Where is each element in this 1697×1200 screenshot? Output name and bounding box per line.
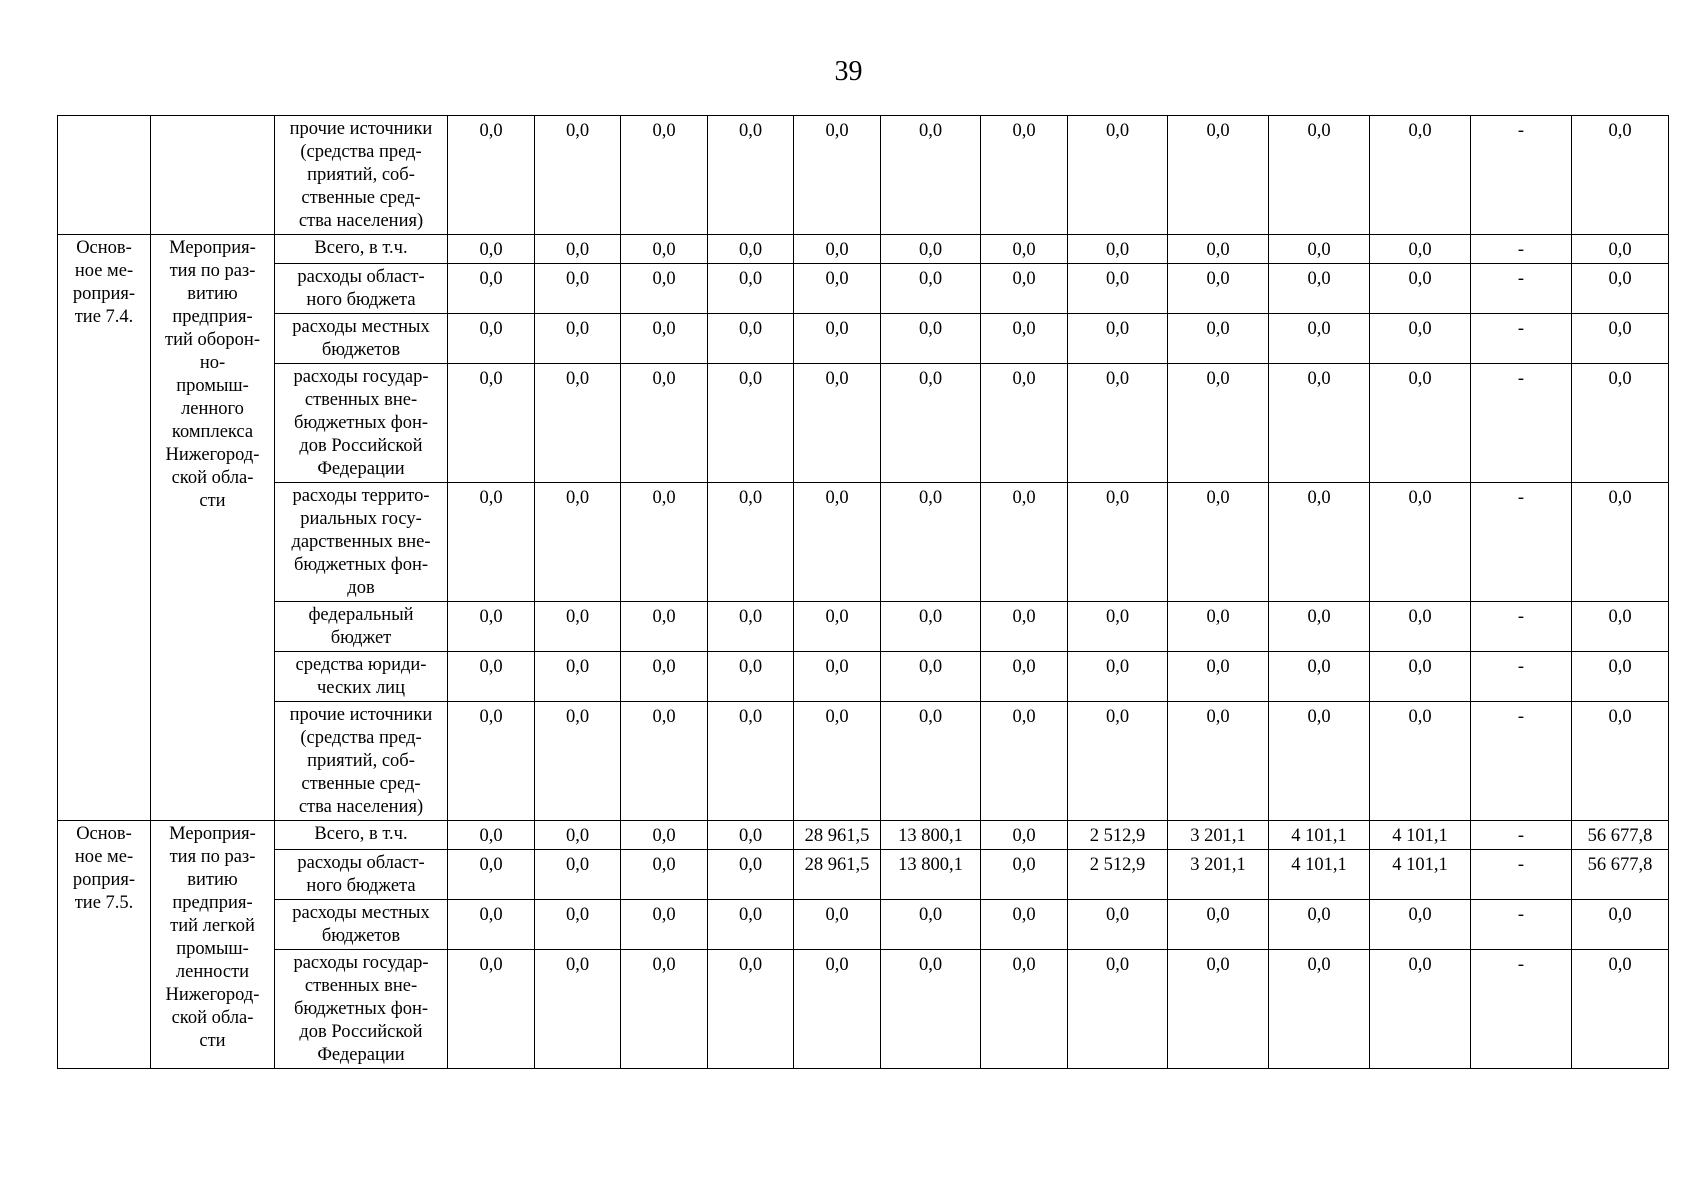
value-cell: 0,0	[1168, 602, 1269, 652]
value-cell: 0,0	[708, 602, 794, 652]
table-row	[58, 850, 1669, 900]
value-cell: 0,0	[448, 950, 535, 1069]
value-cell: 0,0	[1572, 702, 1669, 821]
value-cell: 0,0	[1572, 900, 1669, 950]
value-cell: 4 101,1	[1370, 850, 1471, 900]
value-cell: 0,0	[621, 850, 708, 900]
value-cell: 0,0	[448, 264, 535, 314]
value-cell: 0,0	[1168, 950, 1269, 1069]
value-cell: 0,0	[794, 264, 881, 314]
value-cell: 0,0	[621, 364, 708, 483]
value-cell: 0,0	[1168, 702, 1269, 821]
value-cell: 0,0	[881, 364, 981, 483]
value-cell: -	[1471, 364, 1572, 483]
value-cell: 0,0	[794, 702, 881, 821]
value-cell: 0,0	[1370, 702, 1471, 821]
value-cell: 0,0	[708, 850, 794, 900]
value-cell: -	[1471, 702, 1572, 821]
value-cell: 0,0	[1068, 702, 1168, 821]
value-cell: 0,0	[1370, 652, 1471, 702]
value-cell: 0,0	[1068, 314, 1168, 364]
funding-source-cell: расходы государ- ственных вне- бюджетных фон- дов Российской Федерации	[275, 364, 448, 483]
value-cell: 0,0	[981, 850, 1068, 900]
value-cell: 0,0	[621, 602, 708, 652]
value-cell: 0,0	[535, 314, 621, 364]
value-cell: 13 800,1	[881, 821, 981, 850]
value-cell: 0,0	[535, 264, 621, 314]
event-name-cell	[151, 116, 275, 235]
table-row	[58, 314, 1669, 364]
table-row	[58, 235, 1669, 264]
value-cell: 0,0	[1572, 364, 1669, 483]
value-cell: 0,0	[621, 950, 708, 1069]
value-cell: 0,0	[621, 235, 708, 264]
value-cell: -	[1471, 314, 1572, 364]
value-cell: 0,0	[1370, 602, 1471, 652]
value-cell: 0,0	[535, 483, 621, 602]
value-cell: 0,0	[981, 483, 1068, 602]
table-row	[58, 652, 1669, 702]
value-cell: 0,0	[621, 483, 708, 602]
value-cell: 0,0	[881, 314, 981, 364]
value-cell: 0,0	[448, 364, 535, 483]
value-cell: 0,0	[708, 652, 794, 702]
value-cell: 0,0	[1068, 602, 1168, 652]
value-cell: 0,0	[981, 652, 1068, 702]
event-cell: Основ- ное ме- роприя- тие 7.4.	[58, 235, 151, 821]
event-name-cell: Мероприя- тия по раз- витию предприя- тий оборон- но- промыш- ленного комплекса Нижегород- ской обла- сти	[151, 235, 275, 821]
value-cell: 0,0	[1572, 950, 1669, 1069]
event-name-cell: Мероприя- тия по раз- витию предприя- тий легкой промыш- ленности Нижегород- ской обла- сти	[151, 821, 275, 1069]
value-cell: 0,0	[448, 483, 535, 602]
value-cell: 0,0	[1370, 483, 1471, 602]
value-cell: 0,0	[1269, 264, 1370, 314]
value-cell: 0,0	[535, 235, 621, 264]
funding-source-cell: расходы местных бюджетов	[275, 314, 448, 364]
value-cell: 0,0	[1269, 652, 1370, 702]
budget-table	[57, 115, 1669, 1069]
value-cell: 0,0	[981, 314, 1068, 364]
funding-source-cell: расходы област- ного бюджета	[275, 264, 448, 314]
value-cell: 0,0	[1269, 314, 1370, 364]
value-cell: -	[1471, 483, 1572, 602]
value-cell: 0,0	[1068, 264, 1168, 314]
table-row	[58, 602, 1669, 652]
funding-source-cell: прочие источники (средства пред- приятий, соб- ственные сред- ства населения)	[275, 116, 448, 235]
value-cell: 28 961,5	[794, 850, 881, 900]
value-cell: 0,0	[881, 264, 981, 314]
table-row	[58, 483, 1669, 602]
value-cell: 0,0	[881, 652, 981, 702]
value-cell: 56 677,8	[1572, 850, 1669, 900]
value-cell: 0,0	[881, 235, 981, 264]
value-cell: 0,0	[1269, 364, 1370, 483]
value-cell: 0,0	[1168, 364, 1269, 483]
value-cell: 0,0	[1068, 235, 1168, 264]
value-cell: 0,0	[981, 821, 1068, 850]
value-cell: 0,0	[448, 850, 535, 900]
value-cell: 0,0	[535, 950, 621, 1069]
value-cell: 13 800,1	[881, 850, 981, 900]
value-cell: 0,0	[1572, 483, 1669, 602]
value-cell: 0,0	[1068, 950, 1168, 1069]
value-cell: 0,0	[794, 652, 881, 702]
value-cell: 0,0	[881, 702, 981, 821]
value-cell: 0,0	[1168, 116, 1269, 235]
value-cell: 0,0	[981, 235, 1068, 264]
value-cell: 0,0	[1572, 264, 1669, 314]
value-cell: 0,0	[1068, 900, 1168, 950]
value-cell: 0,0	[1370, 950, 1471, 1069]
value-cell: 0,0	[981, 702, 1068, 821]
event-cell	[58, 116, 151, 235]
value-cell: 0,0	[1370, 235, 1471, 264]
value-cell: 0,0	[1168, 235, 1269, 264]
funding-source-cell: расходы государ- ственных вне- бюджетных фон- дов Российской Федерации	[275, 950, 448, 1069]
value-cell: 3 201,1	[1168, 821, 1269, 850]
value-cell: 0,0	[1168, 483, 1269, 602]
value-cell: 0,0	[1572, 314, 1669, 364]
event-cell: Основ- ное ме- роприя- тие 7.5.	[58, 821, 151, 1069]
value-cell: 0,0	[535, 821, 621, 850]
value-cell: 0,0	[708, 483, 794, 602]
page-number: 39	[834, 56, 863, 87]
value-cell: 3 201,1	[1168, 850, 1269, 900]
value-cell: 0,0	[621, 652, 708, 702]
funding-source-cell: средства юриди- ческих лиц	[275, 652, 448, 702]
value-cell: 0,0	[708, 900, 794, 950]
value-cell: -	[1471, 264, 1572, 314]
value-cell: 0,0	[621, 314, 708, 364]
value-cell: 4 101,1	[1269, 821, 1370, 850]
value-cell: 0,0	[708, 702, 794, 821]
value-cell: 0,0	[535, 702, 621, 821]
value-cell: 2 512,9	[1068, 821, 1168, 850]
value-cell: 0,0	[881, 900, 981, 950]
value-cell: 0,0	[1068, 652, 1168, 702]
value-cell: 0,0	[794, 116, 881, 235]
value-cell: 0,0	[1572, 116, 1669, 235]
value-cell: 0,0	[1068, 483, 1168, 602]
funding-source-cell: Всего, в т.ч.	[275, 235, 448, 264]
value-cell: 0,0	[621, 264, 708, 314]
value-cell: 4 101,1	[1370, 821, 1471, 850]
value-cell: 0,0	[1269, 950, 1370, 1069]
value-cell: 0,0	[981, 950, 1068, 1069]
value-cell: -	[1471, 116, 1572, 235]
table-row	[58, 264, 1669, 314]
funding-source-cell: Всего, в т.ч.	[275, 821, 448, 850]
value-cell: 0,0	[881, 483, 981, 602]
value-cell: 0,0	[1269, 900, 1370, 950]
value-cell: 0,0	[1269, 235, 1370, 264]
value-cell: 0,0	[448, 116, 535, 235]
value-cell: 28 961,5	[794, 821, 881, 850]
value-cell: 0,0	[708, 235, 794, 264]
value-cell: 0,0	[1269, 116, 1370, 235]
value-cell: 0,0	[1269, 483, 1370, 602]
value-cell: 0,0	[708, 116, 794, 235]
value-cell: 0,0	[1370, 264, 1471, 314]
value-cell: 0,0	[881, 116, 981, 235]
funding-source-cell: расходы област- ного бюджета	[275, 850, 448, 900]
value-cell: 0,0	[794, 235, 881, 264]
value-cell: 0,0	[1068, 116, 1168, 235]
value-cell: 0,0	[1168, 900, 1269, 950]
value-cell: -	[1471, 602, 1572, 652]
value-cell: 0,0	[981, 264, 1068, 314]
value-cell: 0,0	[1168, 264, 1269, 314]
value-cell: 0,0	[448, 235, 535, 264]
value-cell: 0,0	[881, 950, 981, 1069]
value-cell: -	[1471, 652, 1572, 702]
value-cell: 0,0	[794, 950, 881, 1069]
value-cell: 0,0	[1370, 900, 1471, 950]
funding-source-cell: федеральный бюджет	[275, 602, 448, 652]
table-row	[58, 950, 1669, 1069]
value-cell: 0,0	[1370, 116, 1471, 235]
value-cell: 0,0	[708, 314, 794, 364]
value-cell: 0,0	[794, 314, 881, 364]
value-cell: 0,0	[535, 364, 621, 483]
table-row	[58, 364, 1669, 483]
value-cell: 0,0	[794, 364, 881, 483]
value-cell: 0,0	[448, 821, 535, 850]
value-cell: 0,0	[621, 821, 708, 850]
value-cell: 0,0	[1269, 602, 1370, 652]
value-cell: 0,0	[448, 702, 535, 821]
value-cell: 0,0	[881, 602, 981, 652]
value-cell: 0,0	[448, 652, 535, 702]
value-cell: -	[1471, 900, 1572, 950]
value-cell: -	[1471, 850, 1572, 900]
table-row	[58, 116, 1669, 235]
value-cell: 0,0	[1068, 364, 1168, 483]
value-cell: 0,0	[1572, 235, 1669, 264]
value-cell: 0,0	[621, 702, 708, 821]
value-cell: -	[1471, 821, 1572, 850]
value-cell: 0,0	[981, 116, 1068, 235]
value-cell: -	[1471, 950, 1572, 1069]
value-cell: 0,0	[1168, 652, 1269, 702]
value-cell: 0,0	[1269, 702, 1370, 821]
value-cell: 0,0	[1168, 314, 1269, 364]
value-cell: 0,0	[1370, 314, 1471, 364]
value-cell: 0,0	[794, 602, 881, 652]
value-cell: 56 677,8	[1572, 821, 1669, 850]
table-row	[58, 821, 1669, 850]
value-cell: 0,0	[621, 116, 708, 235]
value-cell: 2 512,9	[1068, 850, 1168, 900]
value-cell: 0,0	[448, 314, 535, 364]
value-cell: 0,0	[708, 264, 794, 314]
funding-source-cell: прочие источники (средства пред- приятий, соб- ственные сред- ства населения)	[275, 702, 448, 821]
value-cell: 0,0	[708, 950, 794, 1069]
funding-source-cell: расходы местных бюджетов	[275, 900, 448, 950]
value-cell: 0,0	[981, 900, 1068, 950]
value-cell: 4 101,1	[1269, 850, 1370, 900]
value-cell: 0,0	[981, 602, 1068, 652]
value-cell: -	[1471, 235, 1572, 264]
value-cell: 0,0	[448, 900, 535, 950]
value-cell: 0,0	[794, 483, 881, 602]
value-cell: 0,0	[535, 602, 621, 652]
value-cell: 0,0	[1572, 652, 1669, 702]
value-cell: 0,0	[708, 364, 794, 483]
value-cell: 0,0	[981, 364, 1068, 483]
table-row	[58, 702, 1669, 821]
value-cell: 0,0	[1572, 602, 1669, 652]
value-cell: 0,0	[1370, 364, 1471, 483]
value-cell: 0,0	[794, 900, 881, 950]
value-cell: 0,0	[621, 900, 708, 950]
table-row	[58, 900, 1669, 950]
value-cell: 0,0	[448, 602, 535, 652]
value-cell: 0,0	[535, 116, 621, 235]
value-cell: 0,0	[535, 652, 621, 702]
value-cell: 0,0	[535, 850, 621, 900]
value-cell: 0,0	[708, 821, 794, 850]
value-cell: 0,0	[535, 900, 621, 950]
funding-source-cell: расходы террито- риальных госу- дарственных вне- бюджетных фон- дов	[275, 483, 448, 602]
